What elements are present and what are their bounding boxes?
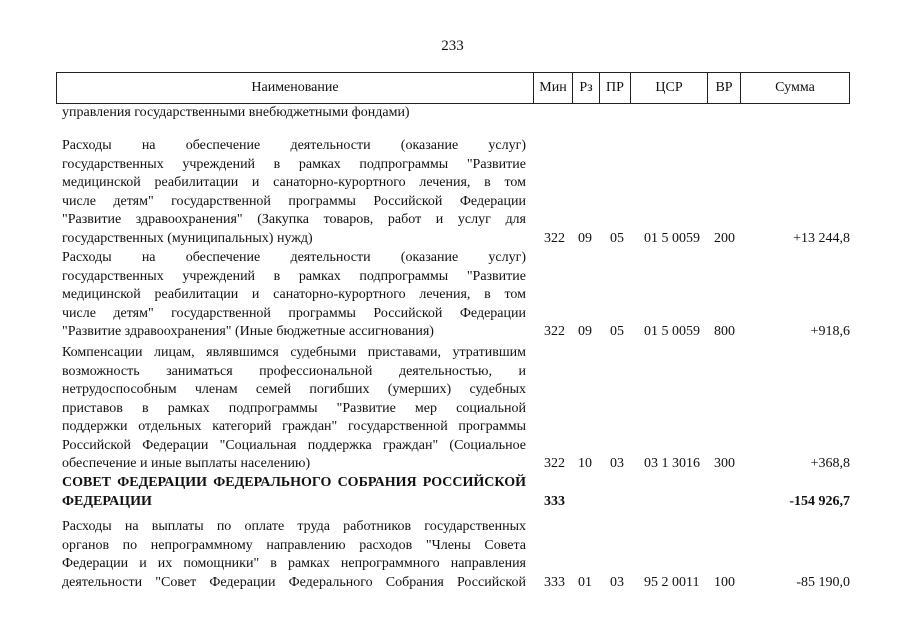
row-name	[62, 137, 526, 248]
cell-vr: 800	[714, 324, 735, 339]
cell-min: 333	[544, 574, 565, 590]
text-line: Компенсации лицам, являвшимся судебными приставами, утратившим	[62, 345, 526, 360]
cell-csr: 03 1 3016	[644, 456, 700, 471]
cell-pr: 05	[610, 230, 624, 246]
text-line: государственных (муниципальных) нужд)	[62, 230, 313, 246]
row-name	[62, 344, 526, 474]
text-line: "Развитие здравоохранения" (Закупка товаров, работ и услуг для	[62, 212, 526, 227]
cell-sum: -85 190,0	[796, 574, 850, 590]
cell-sum: -154 926,7	[789, 493, 850, 509]
header-name: Наименование	[57, 73, 534, 104]
text-line: приставов в рамках подпрограммы "Развитие мер социальной	[62, 400, 526, 416]
header-sum: Сумма	[741, 73, 850, 104]
row-name	[62, 474, 526, 511]
cell-min: 333	[544, 493, 565, 509]
text-line: Российской Федерации "Социальная поддержка граждан" (Социальное	[62, 437, 526, 453]
cell-vr: 100	[714, 574, 735, 590]
cell-csr: 01 5 0059	[644, 324, 700, 339]
header-rz: Рз	[573, 73, 600, 104]
cell-vr: 200	[714, 230, 735, 246]
text-line: Расходы на выплаты по оплате труда работников государственных	[62, 519, 526, 534]
text-line: числе детям" государственной программы Российской Федерации	[62, 305, 526, 321]
text-line: государственных учреждений в рамках подпрограммы "Развитие	[62, 268, 526, 284]
cell-csr: 95 2 0011	[644, 574, 700, 590]
cell-csr: 01 5 0059	[644, 230, 700, 246]
text-line: органов по непрограммному направлению расходов "Члены Совета	[62, 537, 526, 553]
cell-min: 322	[544, 230, 565, 246]
text-line: Расходы на обеспечение деятельности (оказание услуг)	[62, 250, 526, 265]
text-line: деятельности "Совет Федерации Федерального Собрания Российской	[62, 574, 526, 590]
cell-pr: 03	[610, 456, 624, 471]
text-line: государственных учреждений в рамках подпрограммы "Развитие	[62, 156, 526, 172]
cell-rz: 01	[578, 574, 592, 590]
text-line: возможность заниматься профессиональной деятельностью, и	[62, 363, 526, 379]
cell-min: 322	[544, 324, 565, 339]
text-line: медицинской реабилитации и санаторно-курортного лечения, в том	[62, 175, 526, 190]
cell-rz: 09	[578, 230, 592, 246]
cell-sum: +368,8	[810, 456, 850, 471]
text-line: "Развитие здравоохранения" (Иные бюджетные ассигнования)	[62, 324, 434, 339]
text-line: Расходы на обеспечение деятельности (оказание услуг)	[62, 138, 526, 153]
text-line: числе детям" государственной программы Российской Федерации	[62, 193, 526, 209]
text-line: нетрудоспособным членам семей погибших (умерших) судебных	[62, 382, 526, 397]
header-min: Мин	[534, 73, 573, 104]
header-pr: ПР	[600, 73, 631, 104]
text-line: Федерации и их помощники" в рамках непрограммного направления	[62, 556, 526, 571]
page-number: 233	[441, 38, 464, 54]
header-csr: ЦСР	[631, 73, 708, 104]
cell-min: 322	[544, 456, 565, 471]
cell-rz: 10	[578, 456, 592, 471]
text-line: обеспечение и иные выплаты населению)	[62, 456, 311, 471]
row-name	[62, 518, 526, 592]
text-line: медицинской реабилитации и санаторно-курортного лечения, в том	[62, 287, 526, 302]
continuation-text	[62, 104, 526, 123]
text-line: управления государственными внебюджетными фондами)	[62, 105, 410, 120]
cell-pr: 03	[610, 574, 624, 590]
cell-sum: +13 244,8	[793, 230, 850, 246]
text-line: СОВЕТ ФЕДЕРАЦИИ ФЕДЕРАЛЬНОГО СОБРАНИЯ РОССИЙСКОЙ	[62, 475, 526, 490]
cell-rz: 09	[578, 324, 592, 339]
row-name	[62, 249, 526, 342]
text-line: ФЕДЕРАЦИИ	[62, 493, 152, 509]
cell-pr: 05	[610, 324, 624, 339]
cell-vr: 300	[714, 456, 735, 471]
header-vr: ВР	[708, 73, 741, 104]
table-header	[56, 72, 850, 104]
text-line: поддержки отдельных категорий граждан" государственной программы	[62, 419, 526, 434]
cell-sum: +918,6	[810, 324, 850, 339]
